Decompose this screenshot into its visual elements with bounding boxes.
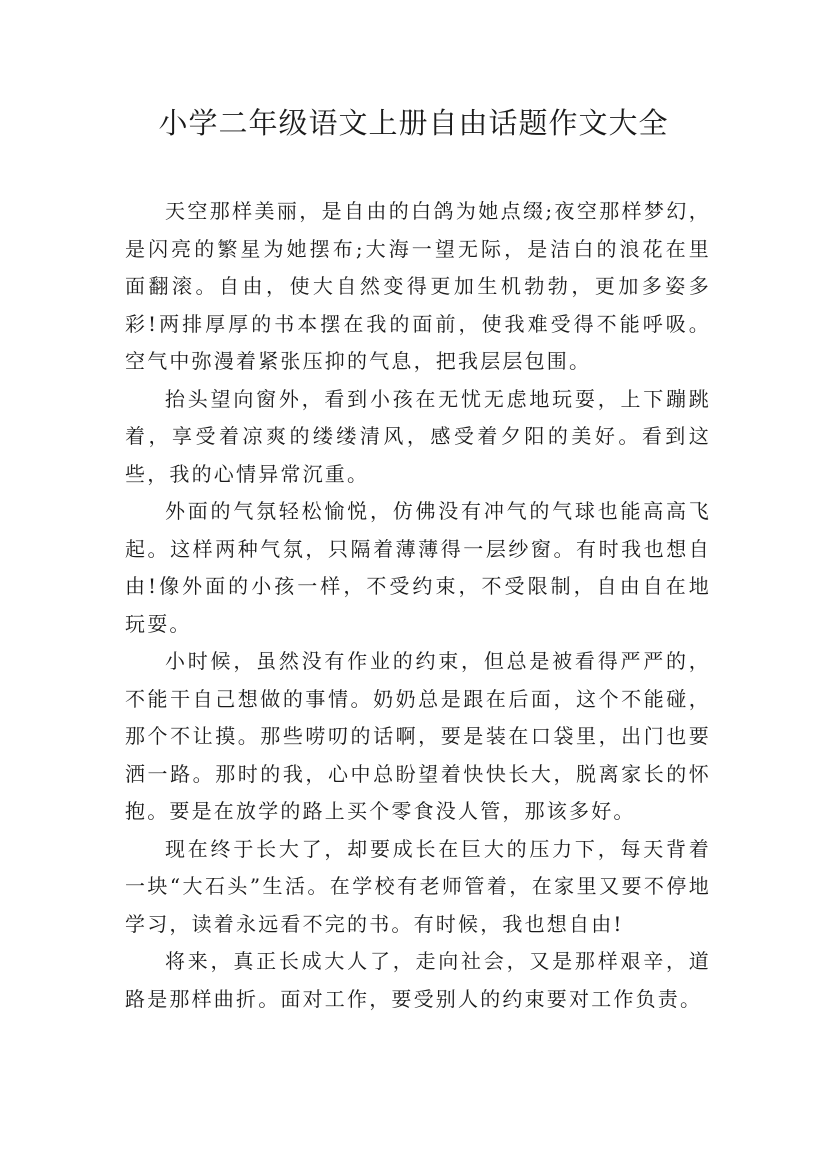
document-body xyxy=(125,193,711,1018)
paragraph: 将来，真正长成大人了，走向社会，又是那样艰辛，道路是那样曲折。面对工作，要受别人的约束要对工作负责。 xyxy=(125,949,711,1011)
paragraph: 小时候，虽然没有作业的约束，但总是被看得严严的，不能干自己想做的事情。奶奶总是跟在后面，这个不能碰，那个不让摸。那些唠叨的话啊，要是装在口袋里，出门也要洒一路。那时的我，心中总盼望着快快长大，脱离家长的怀抱。要是在放学的路上买个零食没人管，那该多好。 xyxy=(125,649,711,823)
paragraph: 天空那样美丽，是自由的白鸽为她点缀;夜空那样梦幻，是闪亮的繁星为她摆布;大海一望无际，是洁白的浪花在里面翻滚。自由，使大自然变得更加生机勃勃，更加多姿多彩!两排厚厚的书本摆在我的面前，使我难受得不能呼吸。空气中弥漫着紧张压抑的气息，把我层层包围。 xyxy=(125,199,711,373)
paragraph: 抬头望向窗外，看到小孩在无忧无虑地玩耍，上下蹦跳着，享受着凉爽的缕缕清风，感受着夕阳的美好。看到这些，我的心情异常沉重。 xyxy=(125,386,711,486)
paragraph: 外面的气氛轻松愉悦，仿佛没有冲气的气球也能高高飞起。这样两种气氛，只隔着薄薄得一层纱窗。有时我也想自由!像外面的小孩一样，不受约束，不受限制，自由自在地玩耍。 xyxy=(125,499,711,636)
document-title: 小学二年级语文上册自由话题作文大全 xyxy=(158,106,669,140)
paragraph: 现在终于长大了，却要成长在巨大的压力下，每天背着一块“大石头”生活。在学校有老师管着，在家里又要不停地学习，读着永远看不完的书。有时候，我也想自由! xyxy=(125,836,711,936)
